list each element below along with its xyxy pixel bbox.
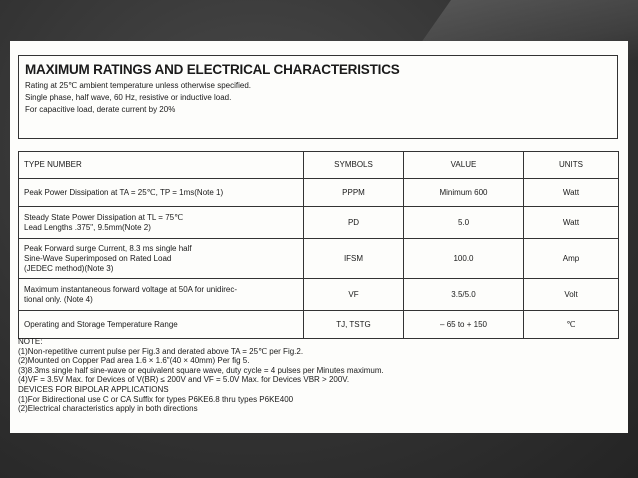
table-row <box>19 279 619 311</box>
table-row <box>19 311 619 339</box>
column-header-type-number: TYPE NUMBER <box>19 152 304 179</box>
row-symbol: PPPM <box>304 179 404 207</box>
row-unit: Amp <box>524 239 619 279</box>
ratings-header-box <box>18 55 618 139</box>
row-symbol: IFSM <box>304 239 404 279</box>
column-header-value: VALUE <box>404 152 524 179</box>
note-item: (4)VF = 3.5V Max. for Devices of V(BR) ≤ 200V and VF = 5.0V Max. for Devices VBR > 200V. <box>18 375 350 385</box>
row-value: Minimum 600 <box>404 179 524 207</box>
header-line-2: Single phase, half wave, 60 Hz, resistive or inductive load. <box>25 93 232 102</box>
row-description-line: Sine-Wave Superimposed on Rated Load <box>24 253 172 263</box>
row-unit: ℃ <box>524 311 619 339</box>
row-description-line: Operating and Storage Temperature Range <box>24 319 178 329</box>
row-unit: Volt <box>524 279 619 311</box>
row-description <box>19 239 304 279</box>
row-description-line: Peak Forward surge Current, 8.3 ms single half <box>24 243 192 253</box>
note-item: (2)Mounted on Copper Pad area 1.6 × 1.6"(40 × 40mm) Per fig 5. <box>18 356 250 366</box>
row-value: 100.0 <box>404 239 524 279</box>
row-description-line: Steady State Power Dissipation at TL = 75℃ <box>24 212 184 222</box>
datasheet-document <box>10 41 628 433</box>
bipolar-heading: DEVICES FOR BIPOLAR APPLICATIONS <box>18 384 169 394</box>
row-description <box>19 311 304 339</box>
note-item: (1)Non-repetitive current pulse per Fig.3 and derated above TA = 25℃ per Fig.2. <box>18 346 304 356</box>
note-item: (3)8.3ms single half sine-wave or equivalent square wave, duty cycle = 4 pulses per Minutes maximum. <box>18 365 384 375</box>
table-row <box>19 179 619 207</box>
notes-heading: NOTE: <box>18 337 43 346</box>
column-header-symbols: SYMBOLS <box>304 152 404 179</box>
row-value: – 65 to + 150 <box>404 311 524 339</box>
row-unit: Watt <box>524 179 619 207</box>
table-row <box>19 239 619 279</box>
row-value: 5.0 <box>404 207 524 239</box>
row-description <box>19 179 304 207</box>
row-description-line: (JEDEC method)(Note 3) <box>24 263 114 273</box>
row-unit: Watt <box>524 207 619 239</box>
bipolar-item: (2)Electrical characteristics apply in both directions <box>18 404 198 414</box>
row-description-line: tional only. (Note 4) <box>24 294 93 304</box>
ratings-table <box>18 151 619 339</box>
bipolar-item: (1)For Bidirectional use C or CA Suffix for types P6KE6.8 thru types P6KE400 <box>18 394 294 404</box>
row-symbol: TJ, TSTG <box>304 311 404 339</box>
row-value: 3.5/5.0 <box>404 279 524 311</box>
row-description-line: Lead Lengths .375", 9.5mm(Note 2) <box>24 222 151 232</box>
column-header-units: UNITS <box>524 152 619 179</box>
document-title: MAXIMUM RATINGS AND ELECTRICAL CHARACTERISTICS <box>25 62 400 77</box>
row-description-line: Maximum instantaneous forward voltage at 50A for unidirec- <box>24 284 237 294</box>
row-description <box>19 207 304 239</box>
table-row <box>19 207 619 239</box>
row-description-line: Peak Power Dissipation at TA = 25℃, TP = 1ms(Note 1) <box>24 187 224 197</box>
slide-title-area <box>10 2 610 40</box>
header-line-1: Rating at 25℃ ambient temperature unless otherwise specified. <box>25 81 251 90</box>
row-description <box>19 279 304 311</box>
notes-section <box>18 337 618 414</box>
row-symbol: VF <box>304 279 404 311</box>
row-symbol: PD <box>304 207 404 239</box>
table-header-row <box>19 152 619 179</box>
header-line-3: For capacitive load, derate current by 20% <box>25 105 176 114</box>
